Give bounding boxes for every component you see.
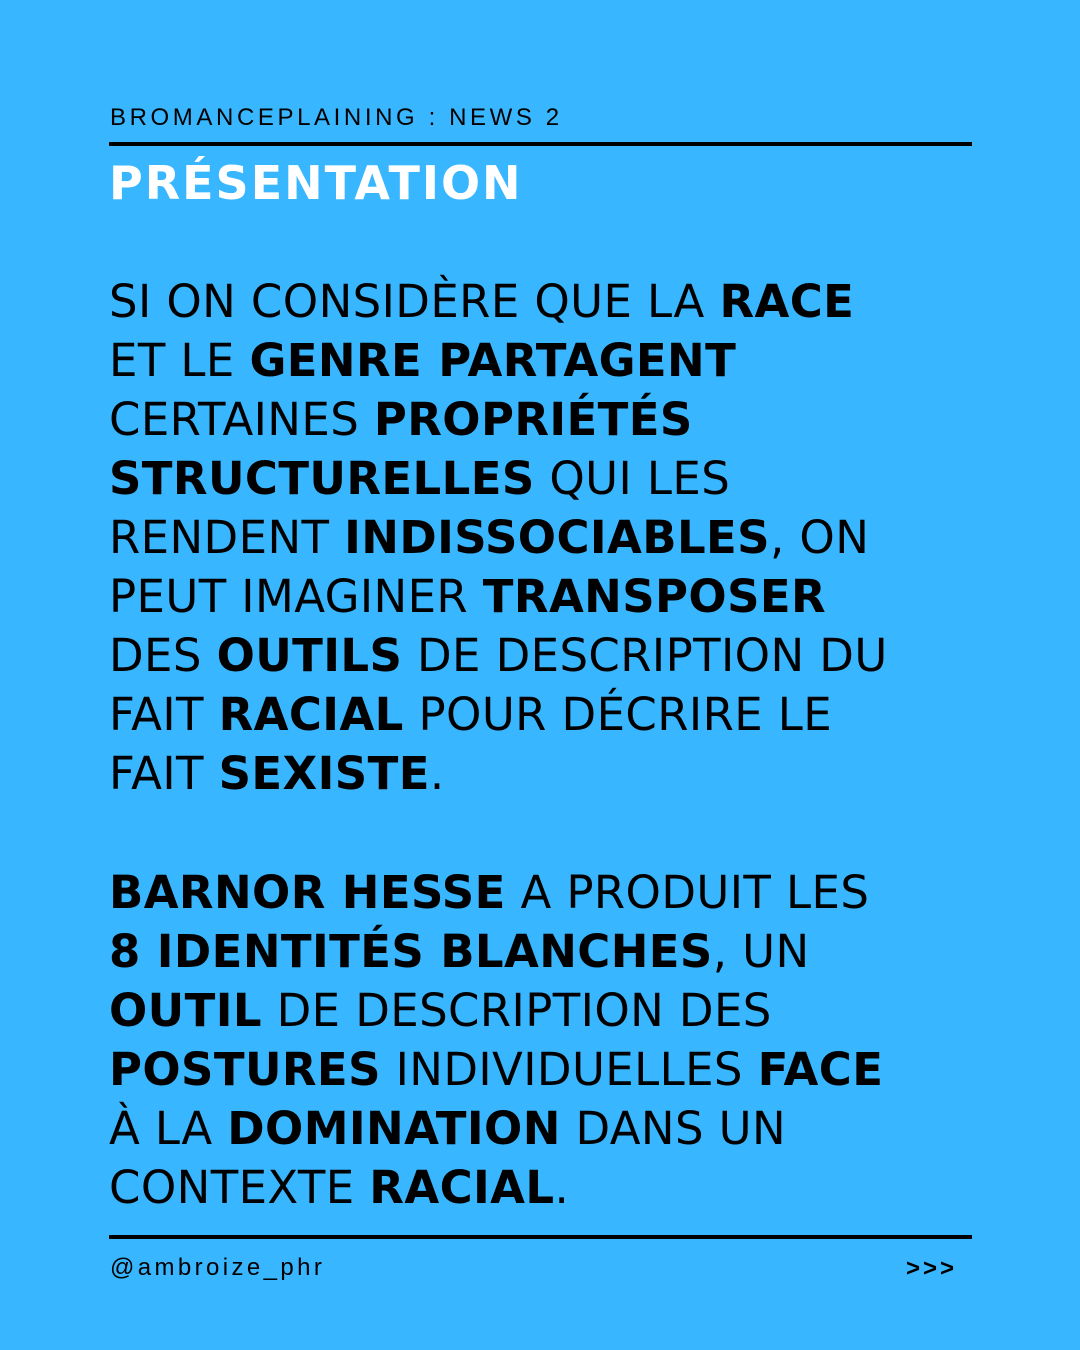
paragraph-hesse: [109, 863, 989, 1217]
paragraph-line: [109, 922, 989, 981]
paragraph-line: [109, 1040, 989, 1099]
emphasis-text: GENRE PARTAGENT: [249, 334, 737, 387]
emphasis-text: SEXISTE: [218, 747, 430, 800]
paragraph-line: [109, 744, 989, 803]
emphasis-text: RACIAL: [218, 688, 404, 741]
emphasis-text: FACE: [757, 1043, 884, 1096]
body-text: POUR DÉCRIRE LE: [403, 688, 833, 741]
body-text: .: [429, 747, 445, 800]
author-handle: @ambroize_phr: [110, 1254, 326, 1281]
emphasis-text: RACE: [719, 275, 855, 328]
paragraph-line: [109, 1099, 989, 1158]
body-text: DANS UN: [560, 1102, 787, 1155]
paragraph-intro: [109, 272, 989, 803]
body-text: DES: [109, 629, 217, 682]
emphasis-text: RACIAL: [369, 1161, 555, 1214]
paragraph-line: [109, 685, 989, 744]
paragraph-line: [109, 272, 989, 331]
emphasis-text: DOMINATION: [227, 1102, 561, 1155]
paragraph-line: [109, 1158, 989, 1217]
emphasis-text: PROPRIÉTÉS: [373, 393, 693, 446]
body-text: FAIT: [109, 747, 219, 800]
emphasis-text: OUTILS: [216, 629, 403, 682]
emphasis-text: BARNOR HESSE: [109, 866, 506, 919]
paragraph-line: [109, 331, 989, 390]
top-divider: [109, 142, 972, 146]
body-text: À LA: [109, 1102, 228, 1155]
emphasis-text: OUTIL: [109, 984, 262, 1037]
bottom-divider: [109, 1235, 972, 1239]
next-arrow-icon[interactable]: >>>: [905, 1255, 957, 1282]
paragraph-line: [109, 390, 989, 449]
paragraph-line: [109, 567, 989, 626]
body-text: DE DESCRIPTION DU: [402, 629, 888, 682]
body-text: DE DESCRIPTION DES: [261, 984, 772, 1037]
page-title: PRÉSENTATION: [109, 156, 523, 210]
emphasis-text: INDISSOCIABLES: [344, 511, 770, 564]
emphasis-text: TRANSPOSER: [482, 570, 827, 623]
body-text: INDIVIDUELLES: [380, 1043, 758, 1096]
emphasis-text: POSTURES: [109, 1043, 381, 1096]
emphasis-text: STRUCTURELLES: [109, 452, 535, 505]
paragraph-line: [109, 449, 989, 508]
body-text: , UN: [712, 925, 810, 978]
body-text: , ON: [769, 511, 870, 564]
body-text: QUI LES: [534, 452, 731, 505]
body-text: ET LE: [109, 334, 250, 387]
body-text: RENDENT: [109, 511, 345, 564]
body-text: CONTEXTE: [109, 1161, 370, 1214]
paragraph-line: [109, 863, 989, 922]
emphasis-text: 8 IDENTITÉS BLANCHES: [109, 925, 713, 978]
paragraph-line: [109, 626, 989, 685]
body-text: FAIT: [109, 688, 219, 741]
body-text: SI ON CONSIDÈRE QUE LA: [109, 275, 720, 328]
body-text: CERTAINES: [109, 393, 374, 446]
paragraph-line: [109, 508, 989, 567]
body-text: PEUT IMAGINER: [109, 570, 483, 623]
body-text: A PRODUIT LES: [505, 866, 870, 919]
body-text: .: [554, 1161, 570, 1214]
header-kicker: BROMANCEPLAINING : NEWS 2: [110, 104, 563, 131]
paragraph-line: [109, 981, 989, 1040]
